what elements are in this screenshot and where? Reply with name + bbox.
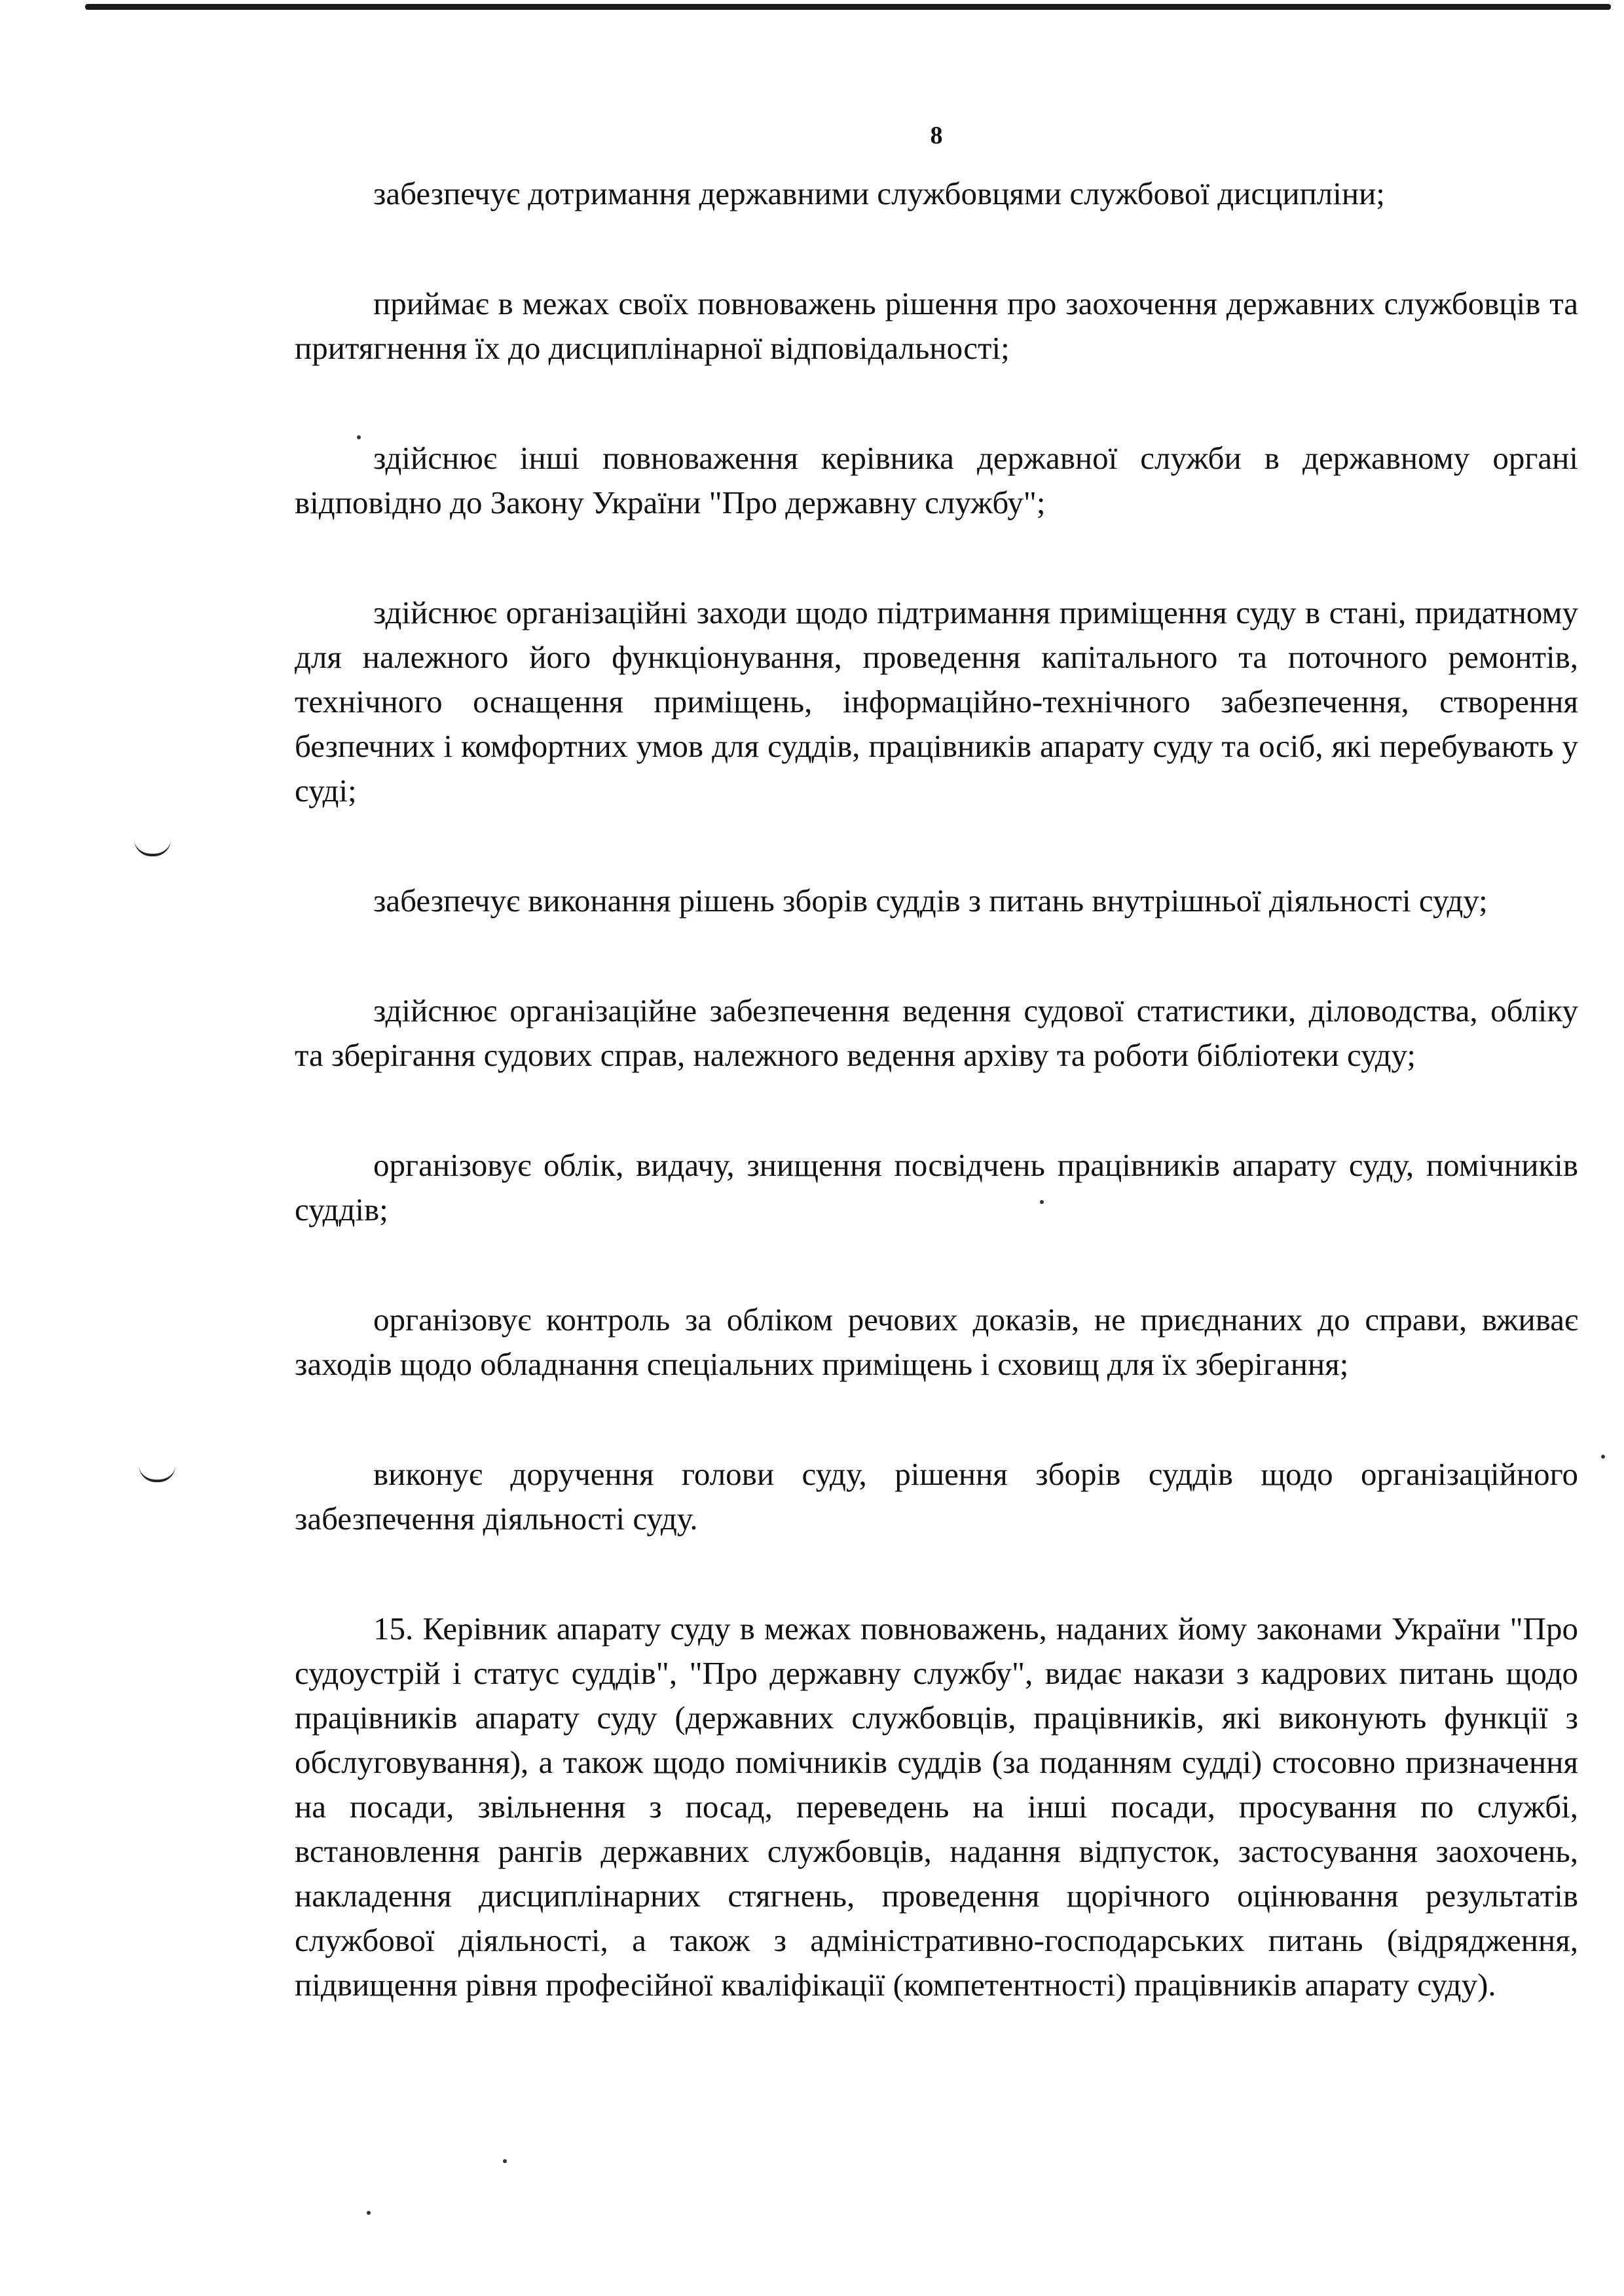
paragraph-5: забезпечує виконання рішень зборів суддів з питань внутрішньої діяльності суду; [373,883,1488,919]
paragraph-10: 15. Керівник апарату суду в межах повноважень, наданих йому законами України "Про судоустрій і статус суддів", "Про державну службу", видає накази з кадрових питань щодо працівників апарату суду (державних службовців, працівників, які виконують функції з обслуговування), а також щодо помічників суддів (за поданням судді) стосовно призначення на посади, звільнення з посад, переведень на інші посади, просування по службі, встановлення рангів державних службовців, надання відпусток, застосування заохочень, накладення дисциплінарних стягнень, проведення щорічного оцінювання результатів службової діяльності, а також з адміністративно-господарських питань (відрядження, підвищення рівня професійної кваліфікації (компетентності) працівників апарату суду). [295,1611,1578,2003]
paragraph-7: організовує облік, видачу, знищення посвідчень працівників апарату суду, помічників суддів; [295,1147,1578,1228]
scan-speck-5 [367,2211,371,2215]
paragraph-6: здійснює організаційне забезпечення ведення судової статистики, діловодства, обліку та зберігання судових справ, належного ведення архіву та роботи бібліотеки суду; [295,993,1578,1073]
paragraph-2: приймає в межах своїх повноважень рішення про заохочення державних службовців та притягнення їх до дисциплінарної відповідальності; [295,285,1578,366]
scan-speck-1 [357,435,361,439]
punch-mark-lower [139,1465,175,1482]
paragraph-4: здійснює організаційні заходи щодо підтримання приміщення суду в стані, придатному для належного його функціонування, проведення капітального та поточного ремонтів, технічного оснащення приміщень, інформаційно-технічного забезпечення, створення безпечних і комфортних умов для суддів, працівників апарату суду та осіб, які перебувають у суді; [295,594,1578,809]
punch-mark-upper [134,839,171,856]
scan-top-border-line [85,4,1611,10]
document-body [295,172,1578,2007]
paragraph-1: забезпечує дотримання державними службовцями службової дисципліни; [373,175,1385,211]
page-number: 8 [930,122,943,149]
paragraph-3: здійснює інші повноваження керівника державної служби в державному органі відповідно до Закону України "Про державну службу"; [295,440,1578,520]
scan-speck-4 [503,2159,507,2163]
scan-speck-3 [1040,1200,1044,1204]
paragraph-9: виконує доручення голови суду, рішення зборів суддів щодо організаційного забезпечення діяльності суду. [295,1456,1578,1537]
paragraph-8: організовує контроль за обліком речових доказів, не приєднаних до справи, вживає заходів щодо обладнання спеціальних приміщень і сховищ для їх зберігання; [295,1302,1578,1382]
scan-speck-2 [1601,1455,1605,1459]
